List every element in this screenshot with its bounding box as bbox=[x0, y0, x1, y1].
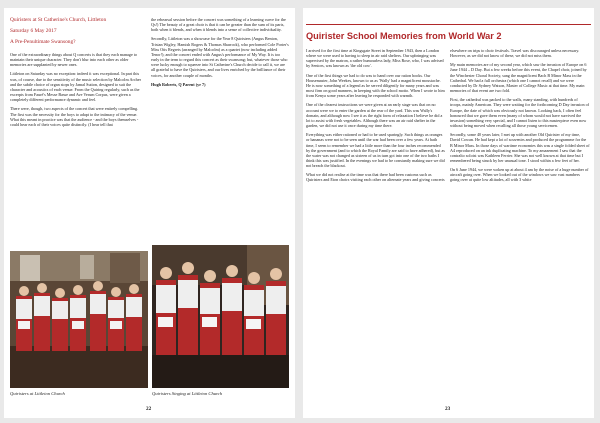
paragraph: There were, though, two aspects of the concert that were entirely compelling. The first was the necessity for the boys to adapt to the intimacy of the venue. What this meant in practice was that the audience - and the boys themselves - could hear each of their voices quite distinctly. (I hear tell that bbox=[10, 106, 139, 127]
paragraph: the rehearsal session before the concert was something of a learning curve for the Qs!) The beauty of a great choir is that it can be greater than the sum of its parts, both when it blends, and when it blends into a sense of collective individuality. bbox=[151, 17, 286, 33]
choir-photo-singing bbox=[152, 245, 289, 388]
paragraph: Littleton on Saturday was no exception: indeed it was exceptional. In part this was, of course, due to the sensitivity of the music selection by Malcolm Archer and the subtle choice of organ stops by Jamal Sutton, designed to suit the character and acoustics of each venue. From the Quiring regularly, such as the excerpts from Fauré's Messe Basse and Ave Verum Corpus, were given a completely different performance dynamic and feel. bbox=[10, 71, 141, 103]
paragraph: Secondly, Littleton was a showcase for the Year 8 Quiristers (Angus Benton, Tristan Wigley, Hamish Rogers & Thomas Sharrock), who performed Cole Porter's Miss Otis Regrets (arranged by Malcolm) as a quartet (now including added Tenor!); and the concert ended with Angus's performance of My Way. It is too early in the term to regard this concert as their swansong; but, whatever those who were lucky enough to squeeze into St Catherine's Church decide to call it, we are all grateful to have the Quiristers, and our lives enriched by the brilliance of their voices, for another couple of months. bbox=[151, 36, 289, 78]
page-number: 22 bbox=[146, 406, 152, 412]
paragraph: One of the clearest instructions we were given at an early stage was that on no account were we to enter the garden at the rear of the yard. This was Wally's domain, and although now I see it as the right form of relaxation I believe he did a lot to assist with fresh vegetables. Although there was an air raid shelter in the garden, we did not use it once during my time there. bbox=[306, 102, 443, 129]
signature: Hugh Roberts, Q Parent (yr 7) bbox=[151, 81, 206, 87]
paragraph: Secondly, some 40 years later, I met up with another Old Quirister of my time, David Cowan. He had kept a lot of souvenirs and produced the programme for the B Minor Mass. In those days of wartime economies this was a single folded sheet of A4 reproduced on an ink duplicating machine. To my amazement I saw that the contralto soloist was Kathleen Ferrier. She was not well known at that time but I remembered being struck by her unusual tone. I stood within a few feet of her. bbox=[450, 132, 590, 163]
paragraph: First, the cathedral was packed to the walls, many standing, with hundreds of troops, mainly American. They were waiting for the forthcoming D Day invasion of Europe, the date of which was obviously not known. Looking back, I often feel honoured that we gave them even (many of whom would not have survived the invasion) something very special, and I cannot listen to this masterpiece even now without being moved when recalling all those young servicemen. bbox=[450, 97, 590, 129]
page-number: 23 bbox=[445, 406, 451, 412]
paragraph: My main memories are of my second year, which saw the invasion of Europe on 6 June 1944 – D Day. But a few weeks before this event, the Chapel choir, joined by the Winchester Choral Society, sang the magnificent Bach B Minor Mass in the Cathedral. We had a full orchestra (which one I cannot recall) and we were conducted by Dr Sydney Watson, Master of College Music at that time. My main memories of that event are two fold. bbox=[450, 62, 587, 94]
paragraph: One of the first things we had to do was to hand over our ration books. Our Housemaster, John Weekes, known to us as 'Wally' had a magnificent moustache. He is now something of a legend as he served diligently for many years and was most firm on good manners, in keeping with the school motto. When I wrote to him from Kenya some years after leaving he responded with warmth. bbox=[306, 72, 445, 99]
right-column-1 bbox=[306, 48, 445, 187]
left-page bbox=[4, 8, 295, 418]
header-line-venue: Quiristers at St Catherine's Church, Littleton bbox=[10, 17, 107, 23]
paragraph: I arrived for the first time at Kingsgate Street in September 1943, then a London where we were used to having to sleep in air raid shelters. Our upbringing was supervised by the matron, a rather humourless lady, Miss Rose, who, I was advised by Seniors, was known as 'the old cow'. bbox=[306, 48, 444, 69]
header-line-subtitle: A Pre-Penultimate Swansong? bbox=[10, 39, 76, 45]
photo-caption-left: Quiristers at Littleton Church bbox=[10, 391, 65, 396]
paragraph: elsewhere on trips to choir festivals. Travel was discouraged unless necessary. However, as we did not know of these, we did not miss them. bbox=[450, 48, 580, 59]
right-column-2 bbox=[450, 48, 590, 187]
left-column-2 bbox=[151, 17, 289, 91]
header-line-date: Saturday 6 May 2017 bbox=[10, 28, 57, 34]
paragraph: On 6 June 1944, we were woken up at about 4 am by the noise of a huge number of aircraft going over. When we looked out of the windows we saw vast numbers going over at quite low altitudes, all with 3 white bbox=[450, 167, 589, 183]
paragraph: Everything was either rationed or had to be used sparingly. Such things as oranges or bananas were not to be seen until the war had been over a few years. At bath time, I seem to remember we had a little more than the four inches recommended by the government (and to which the Royal Family are said to have adhered), but as the water was not changed as sixteen of us in turn got into one of the two baths I think this was justified. In the evenings we had to be constantly making sure we did not breach the blackout. bbox=[306, 132, 445, 169]
article-title: Quirister School Memories from World War 2 bbox=[306, 31, 502, 41]
paragraph: One of the extraordinary things about Q concerts is that they each manage to maintain their unique character. They don't blur into each other as older memories are supplanted by newer ones. bbox=[10, 52, 138, 68]
title-divider bbox=[306, 24, 591, 25]
paragraph: What we did not realise at the time was that there had been customs such as Quiristers and Eton choirs visiting each other on alternate years and giving concerts bbox=[306, 172, 445, 183]
choir-photo-church bbox=[10, 251, 148, 388]
photo-caption-right: Quiristers Singing at Littleton Church bbox=[152, 391, 223, 396]
right-page bbox=[303, 8, 594, 418]
left-column-1 bbox=[10, 52, 144, 131]
